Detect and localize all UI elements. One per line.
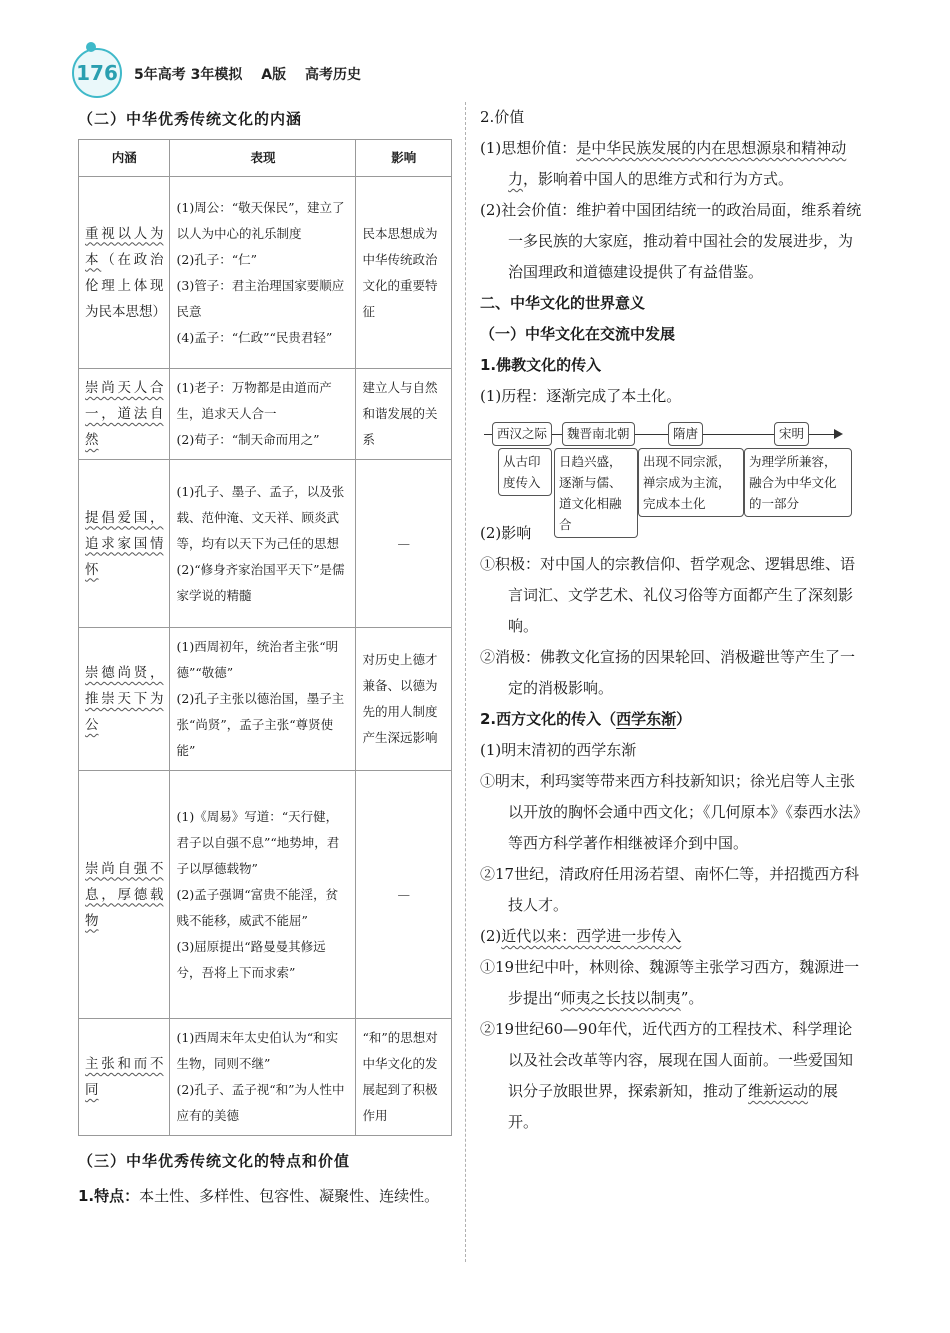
part2-title: 二、中华文化的世界意义 [480, 294, 646, 312]
timeline-period: 宋明 [774, 422, 809, 446]
list-item: (1)《周易》写道：“天行健，君子以自强不息”“地势坤，君子以厚德载物” [176, 808, 340, 876]
west-marked: 维新运动 [748, 1082, 809, 1100]
connotation-marked: 主张和而不同 [85, 1056, 164, 1098]
list-item: (3)屈原提出“路曼曼其修远兮，吾将上下而求索” [176, 938, 326, 980]
value-rest: ，影响着中国人的思维方式和行为方式。 [523, 170, 794, 188]
col-header-manifestation: 表现 [170, 140, 356, 177]
connotation-table [78, 139, 452, 1136]
list-item: (1)西周末年太史伯认为“和实生物，同则不继” [176, 1030, 339, 1071]
west-text: 的展开。 [508, 1082, 839, 1131]
list-item: (2)孟子强调“富贵不能淫，贫贱不能移，威武不能屈” [176, 886, 339, 928]
manifestation-cell [170, 369, 356, 460]
connotation-rest: （在政治伦理上体现为民本思想） [85, 251, 166, 320]
buddhism-title: 1.佛教文化的传入 [480, 356, 602, 374]
col-header-connotation: 内涵 [79, 140, 170, 177]
timeline-period: 隋唐 [668, 422, 703, 446]
west-title-marked: 西学东渐 [616, 710, 677, 728]
list-item: (3)管子：君主治理国家要顺应民意 [176, 277, 345, 319]
timeline-period: 西汉之际 [492, 422, 552, 446]
connotation-marked: 提倡爱国，追求家国情怀 [85, 509, 164, 578]
table-row [79, 369, 452, 460]
connotation-cell [79, 369, 170, 460]
west-title-end: ） [676, 710, 692, 728]
subject: 高考历史 [304, 67, 361, 83]
influence-cell: 对历史上德才兼备、以德为先的用人制度产生深远影响 [356, 628, 452, 771]
page-number: 176 [76, 61, 118, 85]
badge-dot-icon [86, 42, 96, 52]
west-subtitle [480, 921, 866, 952]
list-item: (2)孔子主张以德治国，墨子主张“尚贤”，孟子主张“尊贤使能” [176, 691, 345, 758]
west-item [480, 952, 866, 1014]
influence-cell: 民本思想成为中华传统政治文化的重要特征 [356, 177, 452, 369]
west-item [480, 859, 866, 921]
edition: A版 [261, 67, 287, 83]
book-title [134, 64, 375, 84]
value-title: 2.价值 [480, 108, 525, 126]
value-label: (1)思想价值： [480, 139, 577, 157]
west-sub2-label: (2) [480, 927, 502, 945]
table-row [79, 460, 452, 628]
section-title-connotation: （二）中华优秀传统文化的内涵 [78, 110, 303, 128]
list-item: (2)“修身齐家治国平天下”是儒家学说的精髓 [176, 561, 345, 603]
value-item [480, 195, 866, 288]
west-sub2-marked: 近代以来：西学进一步传入 [501, 927, 682, 945]
table-row [79, 1019, 452, 1136]
features-text: 本土性、多样性、包容性、凝聚性、连续性。 [139, 1187, 440, 1205]
part2-subtitle: （一）中华文化在交流中发展 [480, 325, 676, 343]
influence-item [480, 549, 866, 642]
manifestation-cell [170, 460, 356, 628]
left-column [78, 102, 456, 1212]
manifestation-cell [170, 628, 356, 771]
timeline-box: 出现不同宗派，禅宗成为主流，完成本土化 [638, 448, 744, 517]
west-subtitle: (1)明末清初的西学东渐 [480, 741, 637, 759]
influence-title: (2)影响 [480, 524, 532, 542]
timeline-period: 魏晋南北朝 [562, 422, 635, 446]
west-title-start: 2.西方文化的传入（ [480, 710, 617, 728]
connotation-cell [79, 1019, 170, 1136]
connotation-cell [79, 460, 170, 628]
list-item: (1)周公：“敬天保民”，建立了以人为中心的礼乐制度 [176, 199, 345, 241]
west-title [480, 704, 866, 735]
timeline-box: 为理学所兼容，融合为中华文化的一部分 [744, 448, 852, 517]
list-item: (4)孟子：“仁政”“民贵君轻” [176, 329, 333, 345]
buddhism-timeline [484, 416, 854, 532]
page-number-badge [72, 48, 122, 98]
influence-cell: 建立人与自然和谐发展的关系 [356, 369, 452, 460]
influence-text: ②消极：佛教文化宣扬的因果轮回、消极避世等产生了一定的消极影响。 [480, 648, 856, 697]
value-label: (2)社会价值： [480, 201, 577, 219]
connotation-marked: 崇尚天人合一，道法自然 [85, 380, 164, 448]
table-row [79, 628, 452, 771]
connotation-cell [79, 628, 170, 771]
value-item [480, 133, 866, 195]
west-item [480, 1014, 866, 1138]
list-item: (2)孔子：“仁” [176, 251, 257, 267]
timeline-box: 从古印度传入 [498, 448, 552, 496]
timeline-arrow-icon [834, 429, 843, 439]
list-item: (1)西周初年，统治者主张“明德”“敬德” [176, 639, 339, 680]
list-item: (1)孔子、墨子、孟子，以及张载、范仲淹、文天祥、顾炎武等，均有以天下为己任的思想 [176, 483, 345, 551]
influence-cell: “和”的思想对中华文化的发展起到了积极作用 [356, 1019, 452, 1136]
connotation-marked: 崇尚自强不息，厚德载物 [85, 860, 164, 929]
influence-cell: — [356, 460, 452, 628]
list-item: (2)孔子、孟子视“和”为人性中应有的美德 [176, 1082, 345, 1123]
features-label: 1.特点： [78, 1187, 140, 1205]
section-title-features: （三）中华优秀传统文化的特点和价值 [78, 1152, 351, 1170]
influence-text: ①积极：对中国人的宗教信仰、哲学观念、逻辑思维、语言词汇、文学艺术、礼仪习俗等方面都产生了深刻影响。 [480, 555, 856, 635]
timeline-box: 日趋兴盛，逐渐与儒、道文化相融合 [554, 448, 638, 538]
manifestation-cell [170, 177, 356, 369]
west-text: ”。 [680, 989, 704, 1007]
influence-cell: — [356, 771, 452, 1019]
column-divider [465, 102, 466, 1262]
west-text: ②17世纪，清政府任用汤若望、南怀仁等，并招揽西方科技人才。 [480, 865, 860, 914]
list-item: (1)老子：万物都是由道而产生，追求天人合一 [176, 380, 332, 421]
west-item [480, 766, 866, 859]
table-header-row [79, 140, 452, 177]
manifestation-cell [170, 1019, 356, 1136]
west-marked: 师夷之长技以制夷 [560, 989, 681, 1007]
value-marked: 是中华民族发展的内在思想源泉和精神动力 [508, 139, 847, 188]
value-rest: 维护着中国团结统一的政治局面，维系着统一多民族的大家庭，推动着中国社会的发展进步，为治国理政和道德建设提供了有益借鉴。 [508, 201, 862, 281]
connotation-cell [79, 771, 170, 1019]
features-paragraph [78, 1181, 456, 1212]
page-header [72, 42, 892, 102]
west-text: ①19世纪中叶，林则徐、魏源等主张学习西方，魏源进一步提出“ [480, 958, 860, 1007]
list-item: (2)荀子：“制天命而用之” [176, 432, 320, 447]
book-name: 5年高考 3年模拟 [134, 67, 243, 83]
influence-item [480, 642, 866, 704]
table-row [79, 771, 452, 1019]
col-header-influence: 影响 [356, 140, 452, 177]
manifestation-cell [170, 771, 356, 1019]
west-text: ②19世纪60—90年代，近代西方的工程技术、科学理论以及社会改革等内容，展现在国人面前。一些爱国知识分子放眼世界，探索新知，推动了 [480, 1020, 854, 1100]
connotation-marked: 重视以人为本 [85, 225, 164, 268]
connotation-cell [79, 177, 170, 369]
table-row [79, 177, 452, 369]
west-text: ①明末，利玛窦等带来西方科技新知识；徐光启等人主张以开放的胸怀会通中西文化；《几何原本》《泰西水法》等西方科学著作相继被译介到中国。 [480, 772, 861, 852]
right-column [480, 102, 866, 1138]
buddhism-process: (1)历程：逐渐完成了本土化。 [480, 387, 682, 405]
connotation-marked: 崇德尚贤，推崇天下为公 [85, 665, 164, 733]
